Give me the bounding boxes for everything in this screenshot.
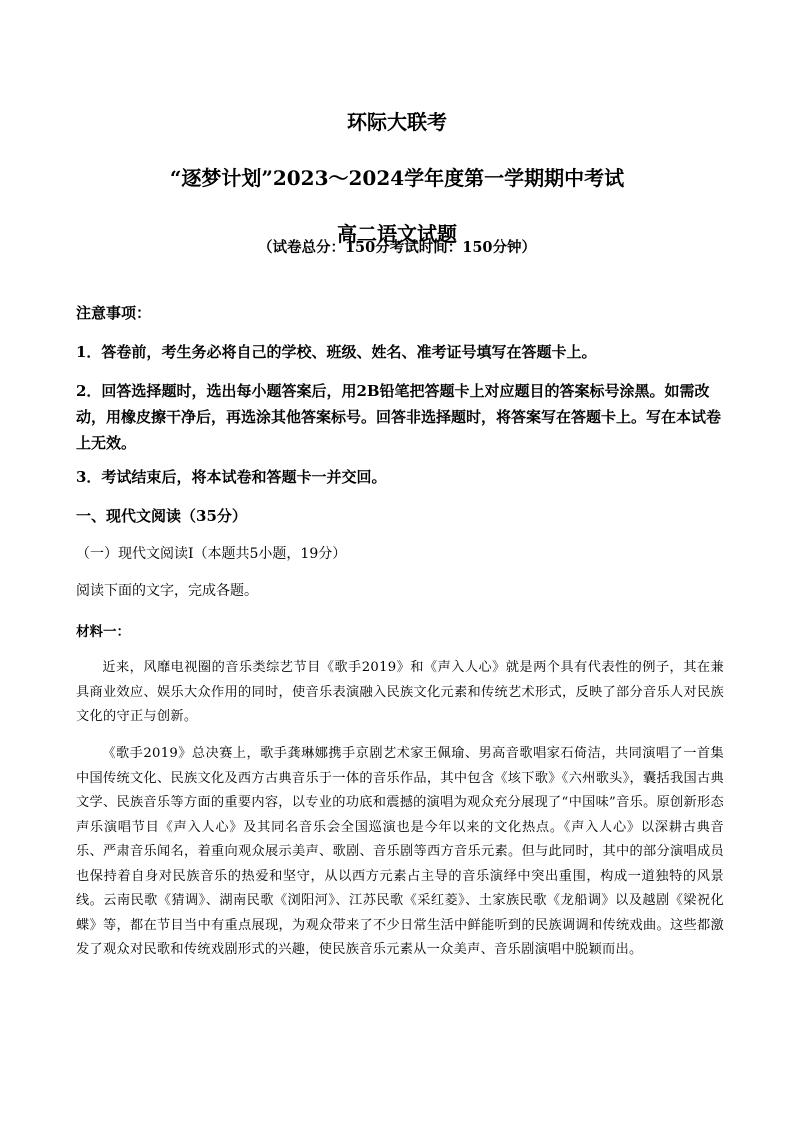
exam-org: 环际大联考 bbox=[347, 110, 447, 134]
material-paragraph-1: 近来，风靡电视圈的音乐类综艺节目《歌手2019》和《声入人心》就是两个具有代表性的例子，其在兼具商业效应、娱乐大众作用的同时，使音乐表演融入民族文化元素和传统艺术形式，反映了部分音乐人对民族文化的守正与创新。 bbox=[76, 660, 724, 724]
section-title: 一、现代文阅读（35分） bbox=[76, 507, 247, 525]
exam-name: “逐梦计划”2023～2024学年度第一学期期中考试 bbox=[169, 166, 625, 190]
material-label: 材料一： bbox=[76, 624, 130, 640]
notice-item-3: 3．考试结束后，将本试卷和答题卡一并交回。 bbox=[76, 468, 387, 486]
notice-item-2: 2．回答选择题时，选出每小题答案后，用2B铅笔把答题卡上对应题目的答案标号涂黑。如需改动，用橡皮擦干净后，再选涂其他答案标号。回答非选择题时，将答案写在答题卡上。写在本试卷上无效。 bbox=[76, 382, 722, 452]
exam-info: （试卷总分：150分考试时间：150分钟） bbox=[257, 239, 537, 256]
section-instruction: 阅读下面的文字，完成各题。 bbox=[76, 583, 258, 599]
notice-item-1: 1．答卷前，考生务必将自己的学校、班级、姓名、准考证号填写在答题卡上。 bbox=[76, 343, 597, 361]
paper-title: 高二语文试题 bbox=[337, 222, 457, 246]
material-paragraph-2: 《歌手2019》总决赛上，歌手龚琳娜携手京剧艺术家王佩瑜、男高音歌唱家石倚洁，共同演唱了一首集中国传统文化、民族文化及西方古典音乐于一体的音乐作品，其中包含《垓下歌》《六州歌头》，囊括我国古典文学、民族音乐等方面的重要内容，以专业的功底和震撼的演唱为观众充分展现了“中国味”音乐。原创新形态声乐演唱节目《声入人心》及其同名音乐会全国巡演也是今年以来的文化热点。《声入人心》以深耕古典音乐、严肃音乐闻名，着重向观众展示美声、歌剧、音乐剧等西方音乐元素。但与此同时，其中的部分演唱成员也保持着自身对民族音乐的热爱和坚守，从以西方元素占主导的音乐演绎中突出重围，构成一道独特的风景线。云南民歌《猜调》、湖南民歌《浏阳河》、江苏民歌《采红菱》、土家族民歌《龙船调》以及越剧《梁祝化蝶》等，都在节目当中有重点展现，为观众带来了不少日常生活中鲜能听到的民族调调和传统戏曲。这些都激发了观众对民歌和传统戏剧形式的兴趣，使民族音乐元素从一众美声、音乐剧演唱中脱颖而出。 bbox=[76, 746, 724, 957]
section-subtitle: （一）现代文阅读I（本题共5小题，19分） bbox=[76, 546, 347, 562]
notice-heading: 注意事项： bbox=[76, 304, 152, 322]
